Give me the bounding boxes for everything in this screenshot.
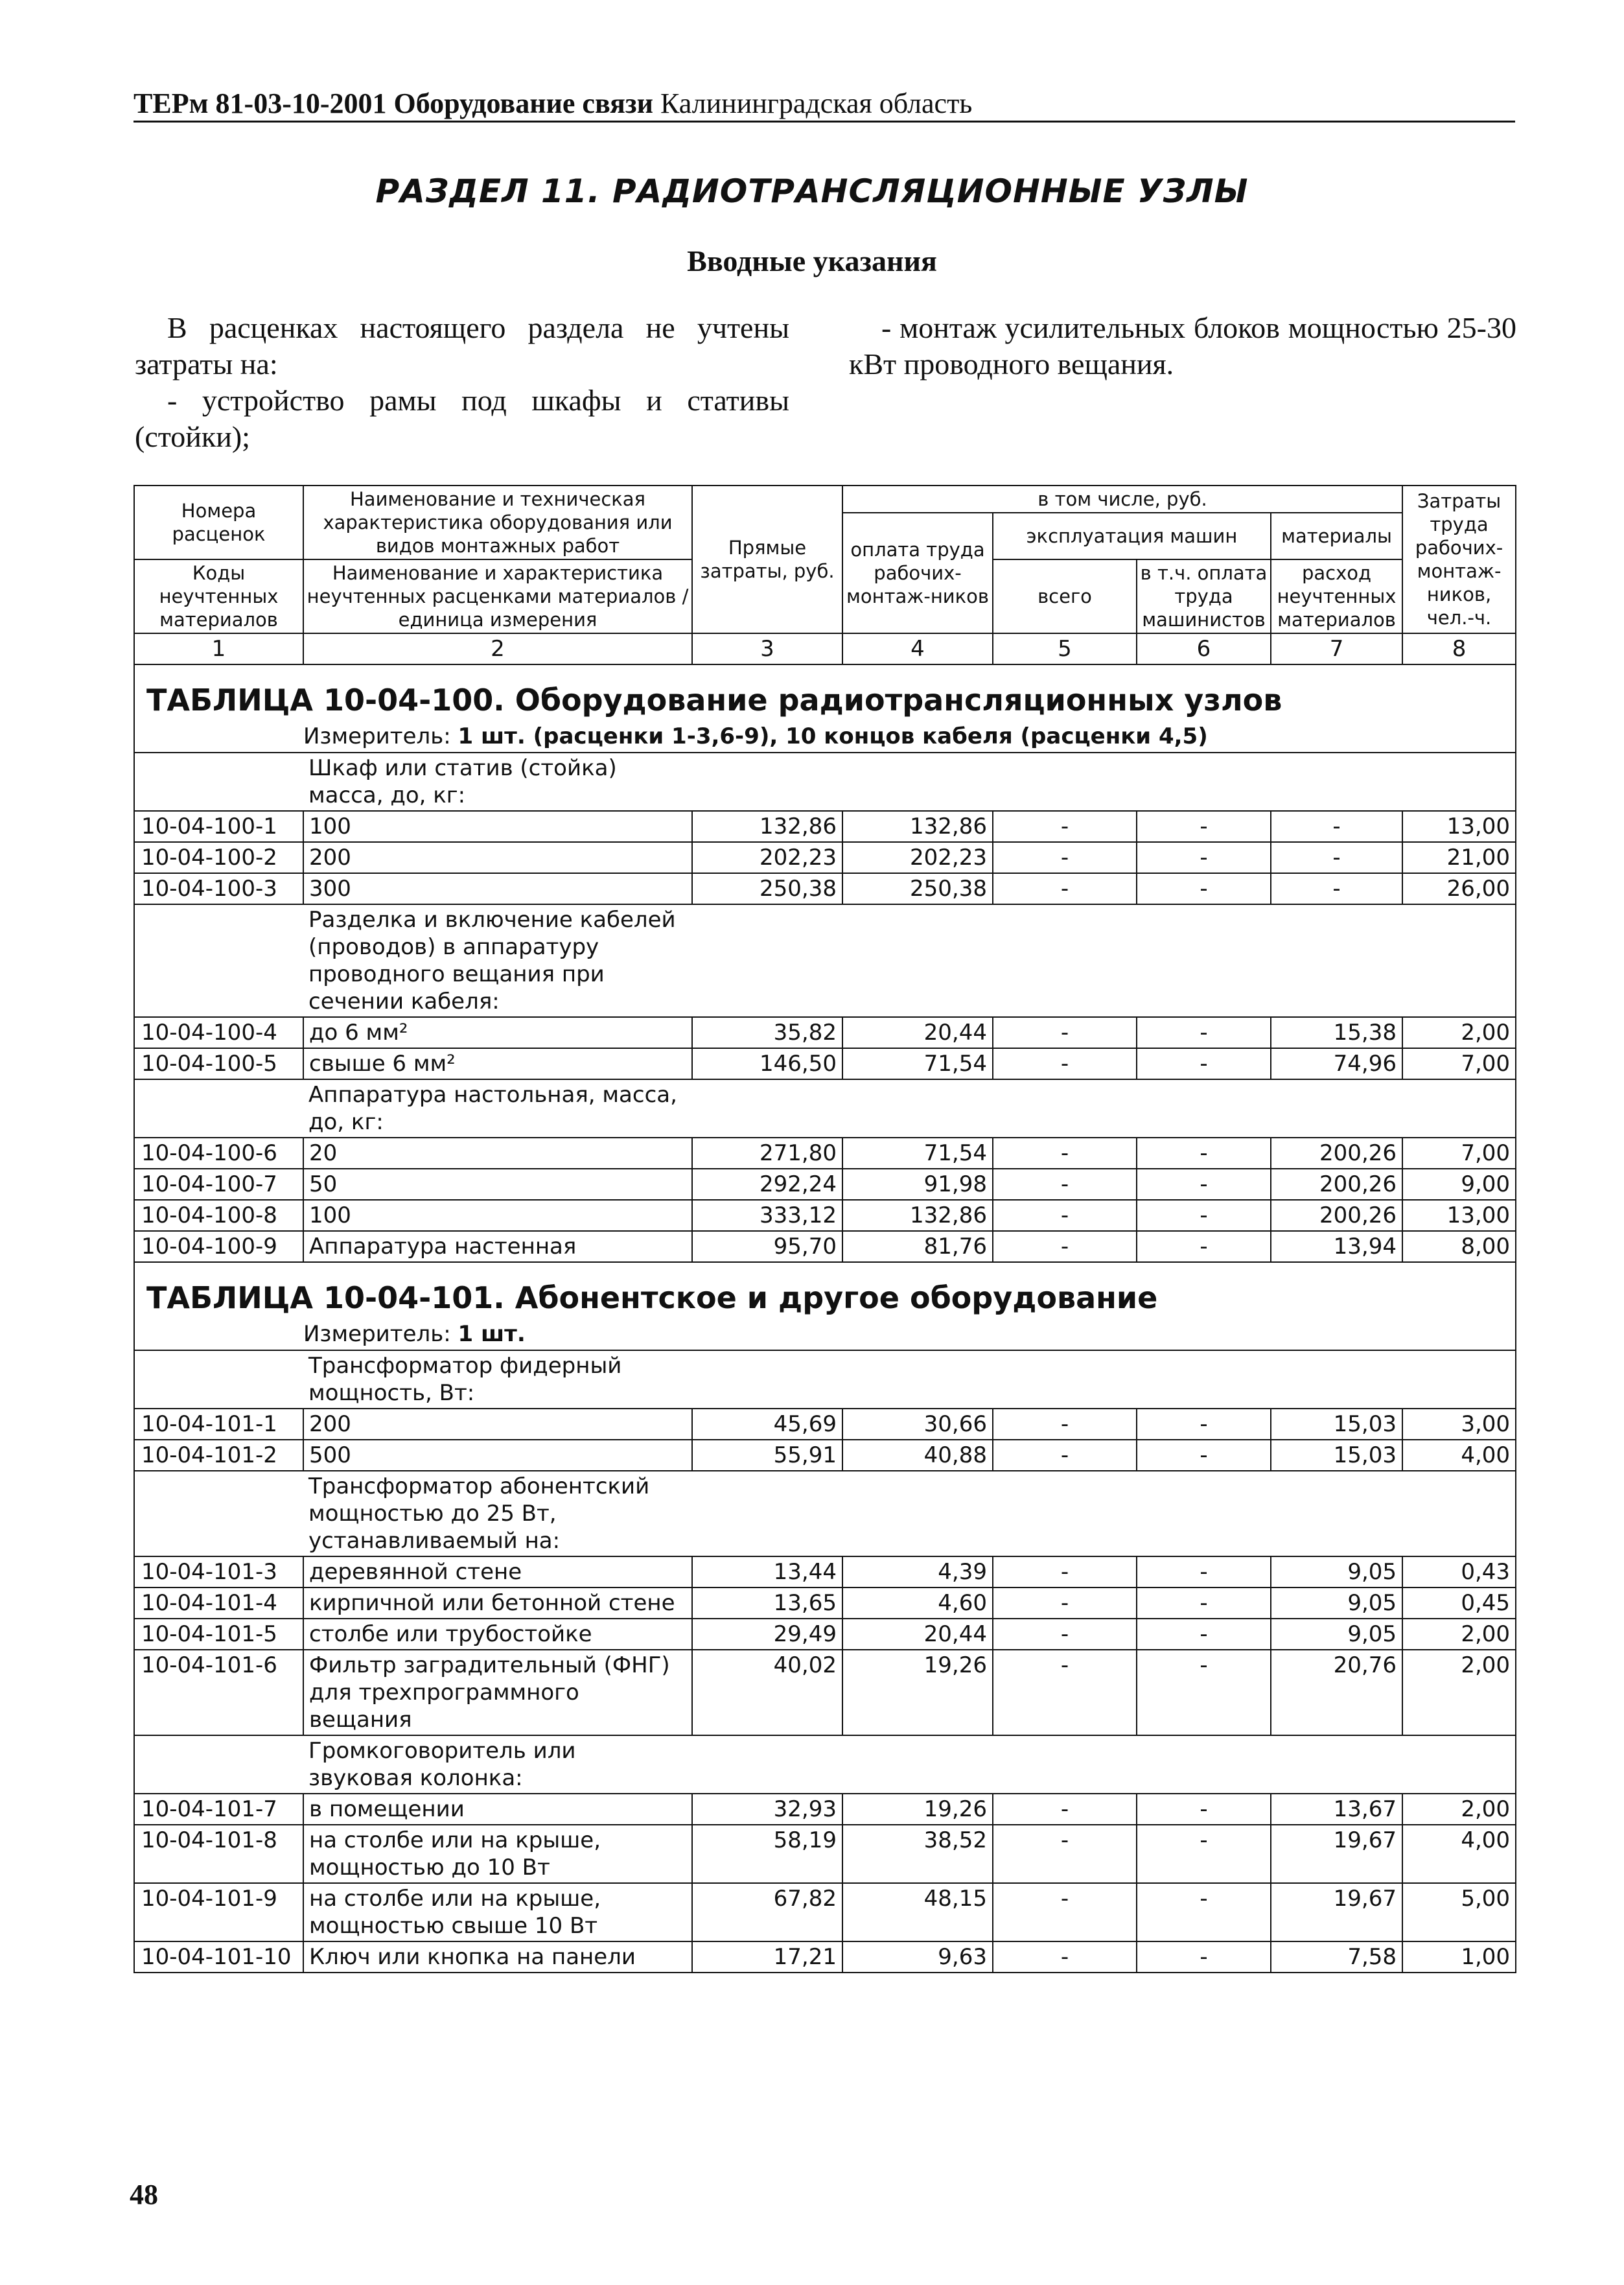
- rate-code: 10-04-100-2: [134, 842, 303, 873]
- table-row: [134, 873, 1516, 904]
- labor-pay: 30,66: [842, 1409, 993, 1440]
- materials-usage: 13,67: [1271, 1794, 1402, 1825]
- empty-cell: [134, 904, 303, 1017]
- table-row: [134, 1650, 1516, 1735]
- labor-hours: 13,00: [1402, 1200, 1516, 1231]
- direct-cost: 32,93: [692, 1794, 842, 1825]
- direct-cost: 292,24: [692, 1169, 842, 1200]
- labor-pay: 4,39: [842, 1556, 993, 1588]
- col-header-material-codes: Коды неучтенных материалов: [134, 559, 303, 633]
- labor-pay: 132,86: [842, 1200, 993, 1231]
- labor-hours: 4,00: [1402, 1440, 1516, 1471]
- rate-code: 10-04-100-4: [134, 1017, 303, 1048]
- machinists-pay: -: [1137, 1883, 1271, 1941]
- labor-pay: 38,52: [842, 1825, 993, 1883]
- col-header-machines: эксплуатация машин: [993, 513, 1271, 559]
- labor-hours: 5,00: [1402, 1883, 1516, 1941]
- measure-value: 1 шт. (расценки 1-3,6-9), 10 концов кабеля (расценки 4,5): [458, 723, 1208, 749]
- labor-hours: 9,00: [1402, 1169, 1516, 1200]
- column-number: 8: [1402, 633, 1516, 664]
- intro-paragraph: - устройство рамы под шкафы и стативы (стойки);: [135, 384, 789, 453]
- direct-cost: 271,80: [692, 1138, 842, 1169]
- machinists-pay: -: [1137, 1017, 1271, 1048]
- machinists-pay: -: [1137, 873, 1271, 904]
- rate-name: 200: [303, 1409, 692, 1440]
- rate-code: 10-04-101-2: [134, 1440, 303, 1471]
- intro-paragraph: В расценках настоящего раздела не учтены затраты на:: [135, 311, 789, 381]
- machines-total: -: [993, 842, 1137, 873]
- rate-code: 10-04-101-10: [134, 1941, 303, 1973]
- rate-name: кирпичной или бетонной стене: [303, 1588, 692, 1619]
- materials-usage: -: [1271, 811, 1402, 842]
- direct-cost: 40,02: [692, 1650, 842, 1735]
- labor-hours: 0,43: [1402, 1556, 1516, 1588]
- rate-name: 300: [303, 873, 692, 904]
- labor-pay: 250,38: [842, 873, 993, 904]
- col-header-machinists-pay: в т.ч. оплата труда машинистов: [1137, 559, 1271, 633]
- labor-pay: 9,63: [842, 1941, 993, 1973]
- table-row: [134, 1556, 1516, 1588]
- labor-hours: 2,00: [1402, 1794, 1516, 1825]
- materials-usage: 200,26: [1271, 1138, 1402, 1169]
- rate-name: столбе или трубостойке: [303, 1619, 692, 1650]
- col-header-direct: Прямые затраты, руб.: [692, 486, 842, 633]
- column-number: 5: [993, 633, 1137, 664]
- column-number: 4: [842, 633, 993, 664]
- empty-cell: [692, 1471, 1516, 1556]
- rate-code: 10-04-100-3: [134, 873, 303, 904]
- column-number: 3: [692, 633, 842, 664]
- column-number: 7: [1271, 633, 1402, 664]
- labor-pay: 20,44: [842, 1619, 993, 1650]
- section-title: РАЗДЕЛ 11. РАДИОТРАНСЛЯЦИОННЫЕ УЗЛЫ: [375, 172, 1249, 210]
- col-header-labor-pay: оплата труда рабочих-монтаж-ников: [842, 513, 993, 633]
- labor-pay: 19,26: [842, 1650, 993, 1735]
- col-header-materials: материалы: [1271, 513, 1402, 559]
- empty-cell: [134, 1471, 303, 1556]
- labor-pay: 20,44: [842, 1017, 993, 1048]
- materials-usage: 9,05: [1271, 1588, 1402, 1619]
- col-header-material-names: Наименование и характеристика неучтенных расценками материалов / единица измерения: [303, 559, 692, 633]
- empty-cell: [692, 1079, 1516, 1138]
- col-header-materials-usage: расход неучтенных материалов: [1271, 559, 1402, 633]
- rate-code: 10-04-100-5: [134, 1048, 303, 1079]
- measure-label: Измеритель:: [303, 723, 451, 749]
- materials-usage: -: [1271, 873, 1402, 904]
- materials-usage: 20,76: [1271, 1650, 1402, 1735]
- header-rule: [133, 121, 1515, 123]
- group-caption: Шкаф или статив (стойка) масса, до, кг:: [303, 753, 692, 811]
- rate-code: 10-04-101-7: [134, 1794, 303, 1825]
- rate-code: 10-04-101-4: [134, 1588, 303, 1619]
- table-row: [134, 1231, 1516, 1262]
- measure-label: Измеритель:: [303, 1321, 451, 1347]
- direct-cost: 95,70: [692, 1231, 842, 1262]
- labor-hours: 2,00: [1402, 1619, 1516, 1650]
- doc-region: Калининградская область: [660, 88, 973, 119]
- rate-name: деревянной стене: [303, 1556, 692, 1588]
- machines-total: -: [993, 1941, 1137, 1973]
- doc-title: Оборудование связи: [393, 88, 653, 119]
- table-row: [134, 811, 1516, 842]
- materials-usage: 7,58: [1271, 1941, 1402, 1973]
- empty-cell: [134, 753, 303, 811]
- machines-total: -: [993, 1556, 1137, 1588]
- machinists-pay: -: [1137, 1941, 1271, 1973]
- price-table: [133, 485, 1516, 1973]
- rate-code: 10-04-100-8: [134, 1200, 303, 1231]
- intro-left-column: [135, 310, 789, 455]
- direct-cost: 132,86: [692, 811, 842, 842]
- labor-pay: 19,26: [842, 1794, 993, 1825]
- materials-usage: 74,96: [1271, 1048, 1402, 1079]
- machines-total: -: [993, 1794, 1137, 1825]
- group-caption-row: [134, 904, 1516, 1017]
- group-caption-row: [134, 753, 1516, 811]
- rate-code: 10-04-101-1: [134, 1409, 303, 1440]
- rate-name: на столбе или на крыше, мощностью свыше 10 Вт: [303, 1883, 692, 1941]
- machines-total: -: [993, 1017, 1137, 1048]
- machinists-pay: -: [1137, 811, 1271, 842]
- labor-pay: 132,86: [842, 811, 993, 842]
- doc-code: ТЕРм 81-03-10-2001: [133, 88, 387, 119]
- empty-cell: [134, 1079, 303, 1138]
- empty-cell: [692, 904, 1516, 1017]
- group-caption-row: [134, 1735, 1516, 1794]
- rate-name: 50: [303, 1169, 692, 1200]
- table-row: [134, 1200, 1516, 1231]
- materials-usage: 15,03: [1271, 1440, 1402, 1471]
- materials-usage: 200,26: [1271, 1200, 1402, 1231]
- materials-usage: 19,67: [1271, 1883, 1402, 1941]
- machinists-pay: -: [1137, 1440, 1271, 1471]
- table-row: [134, 1883, 1516, 1941]
- direct-cost: 250,38: [692, 873, 842, 904]
- table-row: [134, 1588, 1516, 1619]
- table-title: ТАБЛИЦА 10-04-100. Оборудование радиотрансляционных узлов: [134, 664, 1516, 722]
- machines-total: -: [993, 1825, 1137, 1883]
- rate-code: 10-04-100-9: [134, 1231, 303, 1262]
- group-caption: Аппаратура настольная, масса, до, кг:: [303, 1079, 692, 1138]
- materials-usage: 13,94: [1271, 1231, 1402, 1262]
- machinists-pay: -: [1137, 1825, 1271, 1883]
- machines-total: -: [993, 873, 1137, 904]
- labor-pay: 202,23: [842, 842, 993, 873]
- group-caption-row: [134, 1079, 1516, 1138]
- table-row: [134, 842, 1516, 873]
- labor-hours: 3,00: [1402, 1409, 1516, 1440]
- direct-cost: 29,49: [692, 1619, 842, 1650]
- table-measure-row: [134, 1320, 1516, 1350]
- direct-cost: 55,91: [692, 1440, 842, 1471]
- materials-usage: 200,26: [1271, 1169, 1402, 1200]
- table-measure: [134, 1320, 1516, 1350]
- machinists-pay: -: [1137, 1650, 1271, 1735]
- col-header-name: Наименование и техническая характеристика оборудования или видов монтажных работ: [303, 486, 692, 559]
- machines-total: -: [993, 1231, 1137, 1262]
- rate-name: 100: [303, 811, 692, 842]
- rate-code: 10-04-101-9: [134, 1883, 303, 1941]
- labor-hours: 8,00: [1402, 1231, 1516, 1262]
- rate-code: 10-04-100-1: [134, 811, 303, 842]
- empty-cell: [692, 1350, 1516, 1409]
- direct-cost: 13,65: [692, 1588, 842, 1619]
- machines-total: -: [993, 811, 1137, 842]
- rate-name: на столбе или на крыше, мощностью до 10 Вт: [303, 1825, 692, 1883]
- direct-cost: 67,82: [692, 1883, 842, 1941]
- rate-code: 10-04-101-3: [134, 1556, 303, 1588]
- col-header-machines-total: всего: [993, 559, 1137, 633]
- labor-hours: 2,00: [1402, 1017, 1516, 1048]
- column-number: 1: [134, 633, 303, 664]
- table-row: [134, 1941, 1516, 1973]
- table-row: [134, 1825, 1516, 1883]
- rate-code: 10-04-101-5: [134, 1619, 303, 1650]
- empty-cell: [134, 1350, 303, 1409]
- intro-paragraph: - монтаж усилительных блоков мощностью 25-30 кВт проводного вещания.: [849, 311, 1516, 381]
- machines-total: -: [993, 1650, 1137, 1735]
- rate-name: свыше 6 мм²: [303, 1048, 692, 1079]
- table-title: ТАБЛИЦА 10-04-101. Абонентское и другое оборудование: [134, 1262, 1516, 1320]
- direct-cost: 202,23: [692, 842, 842, 873]
- materials-usage: 19,67: [1271, 1825, 1402, 1883]
- labor-hours: 4,00: [1402, 1825, 1516, 1883]
- table-row: [134, 1619, 1516, 1650]
- labor-hours: 2,00: [1402, 1650, 1516, 1735]
- machinists-pay: -: [1137, 1794, 1271, 1825]
- empty-cell: [692, 753, 1516, 811]
- machinists-pay: -: [1137, 1231, 1271, 1262]
- machines-total: -: [993, 1169, 1137, 1200]
- materials-usage: 15,38: [1271, 1017, 1402, 1048]
- materials-usage: -: [1271, 842, 1402, 873]
- col-header-labor-hours: Затраты труда рабочих-монтаж-ников, чел.-ч.: [1402, 486, 1516, 633]
- rate-code: 10-04-101-6: [134, 1650, 303, 1735]
- machines-total: -: [993, 1409, 1137, 1440]
- machines-total: -: [993, 1440, 1137, 1471]
- intro-right-column: [849, 310, 1516, 382]
- machines-total: -: [993, 1619, 1137, 1650]
- rate-code: 10-04-100-7: [134, 1169, 303, 1200]
- machinists-pay: -: [1137, 1409, 1271, 1440]
- rate-name: 200: [303, 842, 692, 873]
- table-measure: [134, 722, 1516, 753]
- machinists-pay: -: [1137, 1556, 1271, 1588]
- rate-name: Фильтр заградительный (ФНГ) для трехпрограммного вещания: [303, 1650, 692, 1735]
- rate-name: 500: [303, 1440, 692, 1471]
- labor-hours: 26,00: [1402, 873, 1516, 904]
- machinists-pay: -: [1137, 1169, 1271, 1200]
- group-caption: Трансформатор абонентский мощностью до 25 Вт, устанавливаемый на:: [303, 1471, 692, 1556]
- rate-name: Аппаратура настенная: [303, 1231, 692, 1262]
- table-row: [134, 1048, 1516, 1079]
- intro-heading: Вводные указания: [687, 244, 937, 277]
- labor-hours: 13,00: [1402, 811, 1516, 842]
- direct-cost: 35,82: [692, 1017, 842, 1048]
- labor-pay: 71,54: [842, 1048, 993, 1079]
- machines-total: -: [993, 1138, 1137, 1169]
- table-measure-row: [134, 722, 1516, 753]
- labor-pay: 40,88: [842, 1440, 993, 1471]
- labor-hours: 0,45: [1402, 1588, 1516, 1619]
- rate-name: 100: [303, 1200, 692, 1231]
- column-number: 2: [303, 633, 692, 664]
- column-number: 6: [1137, 633, 1271, 664]
- direct-cost: 333,12: [692, 1200, 842, 1231]
- machines-total: -: [993, 1048, 1137, 1079]
- column-numbers-row: [134, 633, 1516, 664]
- labor-pay: 48,15: [842, 1883, 993, 1941]
- rate-name: 20: [303, 1138, 692, 1169]
- rate-name: в помещении: [303, 1794, 692, 1825]
- machinists-pay: -: [1137, 1048, 1271, 1079]
- rate-name: Ключ или кнопка на панели: [303, 1941, 692, 1973]
- group-caption: Громкоговоритель или звуковая колонка:: [303, 1735, 692, 1794]
- materials-usage: 9,05: [1271, 1556, 1402, 1588]
- running-header: [133, 86, 1514, 122]
- direct-cost: 146,50: [692, 1048, 842, 1079]
- group-caption: Разделка и включение кабелей (проводов) в аппаратуру проводного вещания при сечении кабеля:: [303, 904, 692, 1017]
- col-header-codes: Номера расценок: [134, 486, 303, 559]
- machinists-pay: -: [1137, 842, 1271, 873]
- direct-cost: 17,21: [692, 1941, 842, 1973]
- machinists-pay: -: [1137, 1588, 1271, 1619]
- labor-pay: 71,54: [842, 1138, 993, 1169]
- table-row: [134, 1017, 1516, 1048]
- measure-value: 1 шт.: [458, 1321, 526, 1347]
- header-row-1: [134, 486, 1516, 513]
- machines-total: -: [993, 1200, 1137, 1231]
- group-caption: Трансформатор фидерный мощность, Вт:: [303, 1350, 692, 1409]
- table-row: [134, 1138, 1516, 1169]
- table-row: [134, 1794, 1516, 1825]
- table-row: [134, 1409, 1516, 1440]
- machines-total: -: [993, 1588, 1137, 1619]
- machinists-pay: -: [1137, 1200, 1271, 1231]
- materials-usage: 15,03: [1271, 1409, 1402, 1440]
- rate-code: 10-04-101-8: [134, 1825, 303, 1883]
- col-header-included: в том числе, руб.: [842, 486, 1402, 513]
- materials-usage: 9,05: [1271, 1619, 1402, 1650]
- table-title-row: [134, 1262, 1516, 1320]
- table-row: [134, 1169, 1516, 1200]
- labor-hours: 7,00: [1402, 1048, 1516, 1079]
- direct-cost: 45,69: [692, 1409, 842, 1440]
- labor-hours: 1,00: [1402, 1941, 1516, 1973]
- machines-total: -: [993, 1883, 1137, 1941]
- machinists-pay: -: [1137, 1619, 1271, 1650]
- labor-pay: 91,98: [842, 1169, 993, 1200]
- table-row: [134, 1440, 1516, 1471]
- direct-cost: 58,19: [692, 1825, 842, 1883]
- labor-pay: 81,76: [842, 1231, 993, 1262]
- table-title-row: [134, 664, 1516, 722]
- rate-code: 10-04-100-6: [134, 1138, 303, 1169]
- group-caption-row: [134, 1471, 1516, 1556]
- labor-pay: 4,60: [842, 1588, 993, 1619]
- rate-name: до 6 мм²: [303, 1017, 692, 1048]
- labor-hours: 21,00: [1402, 842, 1516, 873]
- group-caption-row: [134, 1350, 1516, 1409]
- machinists-pay: -: [1137, 1138, 1271, 1169]
- empty-cell: [692, 1735, 1516, 1794]
- page-number: 48: [130, 2179, 158, 2210]
- direct-cost: 13,44: [692, 1556, 842, 1588]
- empty-cell: [134, 1735, 303, 1794]
- labor-hours: 7,00: [1402, 1138, 1516, 1169]
